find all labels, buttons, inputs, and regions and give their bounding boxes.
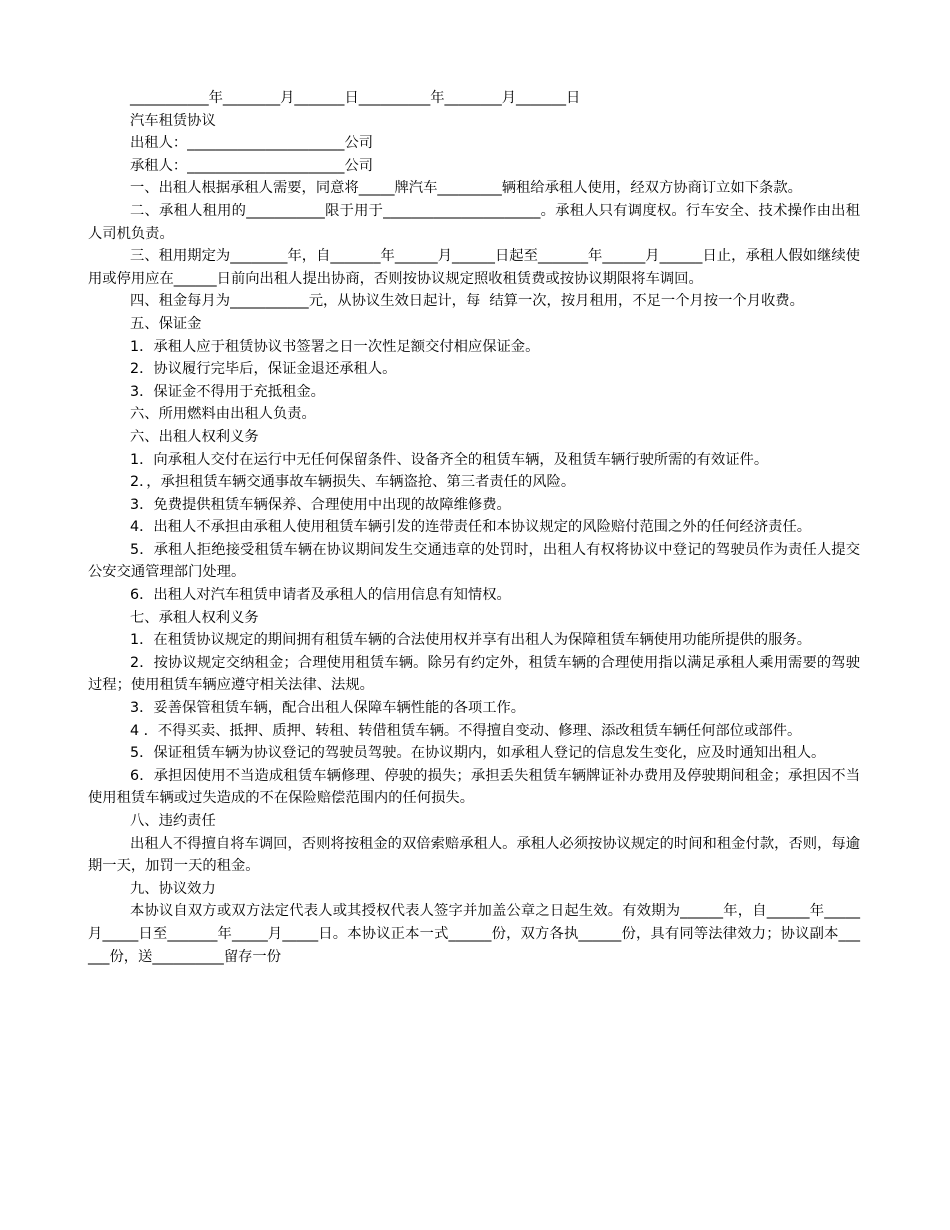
document-body: [88, 87, 860, 968]
lessor-duty-3: 3．免费提供租赁车辆保养、合理使用中出现的故障维修费。: [130, 496, 511, 513]
clause-2: 二、承租人租用的___________限于用于______________________。承租人只有调度权。行车安全、技术操作由出租人司机负责。: [88, 202, 860, 242]
lessee-duty-1: 1．在租赁协议规定的期间拥有租赁车辆的合法使用权并享有出租人为保障租赁车辆使用功能所提供的服务。: [130, 632, 812, 649]
lessor-duty-1: 1．向承租人交付在运行中无任何保留条件、设备齐全的租赁车辆，及租赁车辆行驶所需的有效证件。: [130, 451, 769, 468]
validity-clause: 本协议自双方或双方法定代表人或其授权代表人签字并加盖公章之日起生效。有效期为______年，自______年_____月_____日至_______年_____月_____日。本协议正本一式______份，双方各执______份，具有同等法律效力；协议副本______份，送__________留存一份: [88, 903, 860, 965]
section-validity-heading: 九、协议效力: [130, 880, 216, 897]
clause-1: 一、出租人根据承租人需要，同意将_____牌汽车_________辆租给承租人使用，经双方协商订立如下条款。: [130, 180, 802, 197]
lessee-duty-4: 4 ．不得买卖、抵押、质押、转租、转借租赁车辆。不得擅自变动、修理、添改租赁车辆任何部位或部件。: [130, 722, 802, 739]
section-lessee-duties-heading: 七、承租人权利义务: [130, 609, 259, 626]
lessor-duty-2: 2．，承担租赁车辆交通事故车辆损失、车辆盗抢、第三者责任的风险。: [130, 474, 576, 491]
section-breach-heading: 八、违约责任: [130, 813, 216, 829]
lessor-duty-6: 6．出租人对汽车租赁申请者及承租人的信用信息有知情权。: [130, 587, 511, 604]
lessee-line: 承租人：______________________公司: [130, 157, 374, 174]
breach-clause: 出租人不得擅自将车调回，否则将按租金的双倍索赔承租人。承租人必须按协议规定的时间和租金付款，否则，每逾期一天，加罚一天的租金。: [88, 835, 860, 875]
lessor-duty-4: 4．出租人不承担由承租人使用租赁车辆引发的连带责任和本协议规定的风险赔付范围之外的任何经济责任。: [130, 519, 812, 536]
document-title: 汽车租赁协议: [130, 112, 216, 129]
lessee-duty-5: 5．保证租赁车辆为协议登记的驾驶员驾驶。在协议期内，如承租人登记的信息发生变化，应及时通知出租人。: [130, 745, 826, 762]
clause-4: 四、租金每月为___________元，从协议生效日起计，每 结算一次，按月租用，不足一个月按一个月收费。: [130, 293, 804, 310]
section-deposit-heading: 五、保证金: [130, 315, 202, 332]
date-line: ___________年________月_______日__________年________月_______日: [130, 90, 581, 106]
lessor-duty-5: 5．承租人拒绝接受租赁车辆在协议期间发生交通违章的处罚时，出租人有权将协议中登记的驾驶员作为责任人提交公安交通管理部门处理。: [88, 541, 860, 581]
lessee-duty-6: 6．承担因使用不当造成租赁车辆修理、停驶的损失；承担丢失租赁车辆牌证补办费用及停驶期间租金；承担因不当使用租赁车辆或过失造成的不在保险赔偿范围内的任何损失。: [88, 767, 860, 807]
section-lessor-duties-heading: 六、出租人权利义务: [130, 428, 259, 445]
clause-3: 三、租用期定为________年，自_______年______月______日起至_______年______月______日止，承租人假如继续使用或停用应在______日前向出租人提出协商，否则按协议规定照收租赁费或按协议期限将车调回。: [88, 248, 860, 287]
deposit-item-1: 1．承租人应于租赁协议书签署之日一次性足额交付相应保证金。: [130, 338, 540, 355]
lessor-line: 出租人：______________________公司: [130, 135, 374, 152]
fuel-clause: 六、所用燃料由出租人负责。: [130, 406, 316, 423]
lessee-duty-3: 3．妥善保管租赁车辆，配合出租人保障车辆性能的各项工作。: [130, 700, 526, 717]
deposit-item-2: 2．协议履行完毕后，保证金退还承租人。: [130, 361, 397, 378]
deposit-item-3: 3．保证金不得用于充抵租金。: [130, 383, 325, 400]
lessee-duty-2: 2．按协议规定交纳租金；合理使用租赁车辆。除另有约定外，租赁车辆的合理使用指以满足承租人乘用需要的驾驶过程；使用租赁车辆应遵守相关法律、法规。: [88, 654, 860, 694]
